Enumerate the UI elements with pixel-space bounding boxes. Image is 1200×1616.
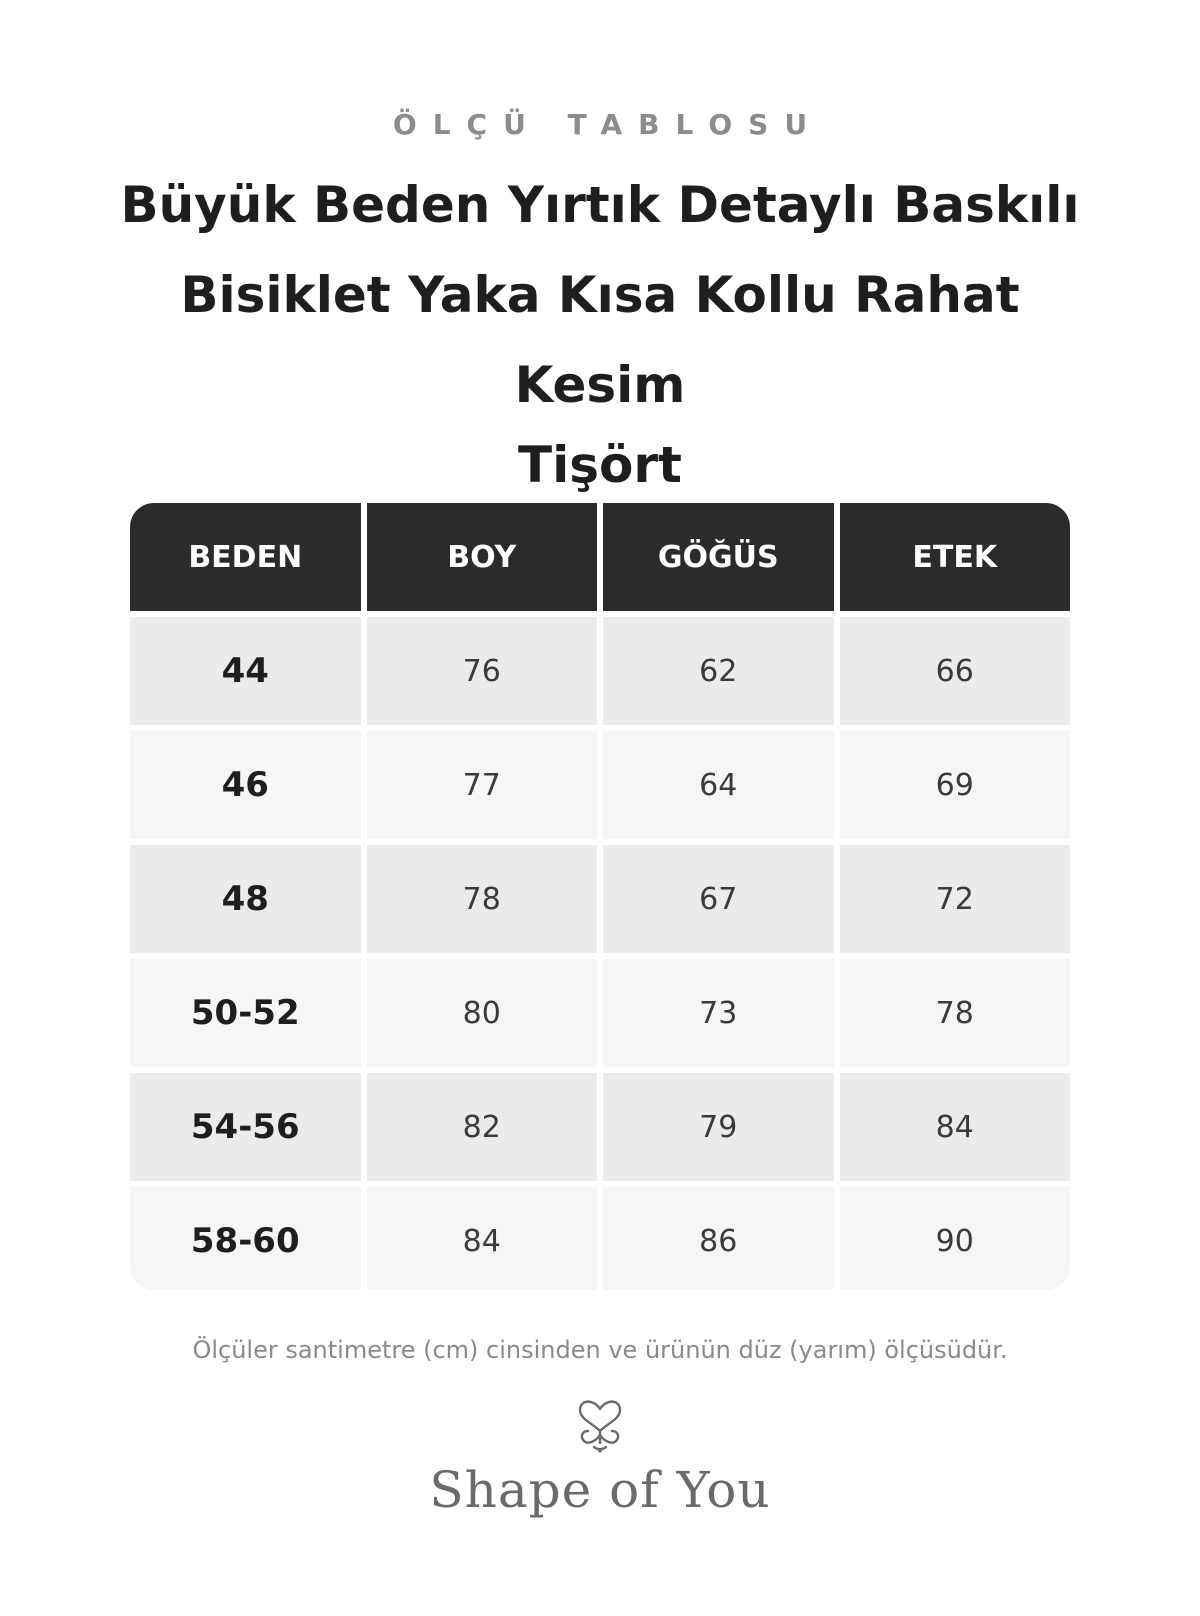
heart-ornament-icon [400,1395,800,1455]
boy-cell: 77 [367,731,598,839]
table-row [130,959,1070,1067]
boy-cell: 76 [367,617,598,725]
brand-logo [400,1395,800,1535]
size-cell: 44 [130,617,361,725]
gogus-cell: 64 [603,731,834,839]
gogus-cell: 62 [603,617,834,725]
column-header-gogus: GÖĞÜS [603,503,834,611]
title-line-3: Tişört [518,436,682,494]
section-eyebrow: ÖLÇÜ TABLOSU [392,108,824,141]
column-header-beden: BEDEN [130,503,361,611]
size-cell: 46 [130,731,361,839]
table-row [130,1073,1070,1181]
column-header-etek: ETEK [840,503,1071,611]
measurement-note: Ölçüler santimetre (cm) cinsinden ve ürünün düz (yarım) ölçüsüdür. [192,1336,1008,1364]
gogus-cell: 73 [603,959,834,1067]
boy-cell: 80 [367,959,598,1067]
size-table [130,503,1070,1290]
gogus-cell: 79 [603,1073,834,1181]
etek-cell: 69 [840,731,1071,839]
gogus-cell: 67 [603,845,834,953]
etek-cell: 84 [840,1073,1071,1181]
boy-cell: 82 [367,1073,598,1181]
title-line-2: Bisiklet Yaka Kısa Kollu Rahat Kesim [180,266,1020,414]
title-line-1: Büyük Beden Yırtık Detaylı Baskılı [120,176,1080,234]
etek-cell: 66 [840,617,1071,725]
size-table-container [130,503,1070,1290]
etek-cell: 78 [840,959,1071,1067]
size-cell: 48 [130,845,361,953]
size-cell: 54-56 [130,1073,361,1181]
column-header-boy: BOY [367,503,598,611]
etek-cell: 72 [840,845,1071,953]
table-row [130,1187,1070,1290]
product-title [100,160,1100,500]
table-row [130,617,1070,725]
table-header-row [130,503,1070,611]
size-cell: 50-52 [130,959,361,1067]
table-row [130,731,1070,839]
etek-cell: 90 [840,1187,1071,1290]
table-row [130,845,1070,953]
brand-name: Shape of You [429,1461,771,1519]
boy-cell: 84 [367,1187,598,1290]
size-cell: 58-60 [130,1187,361,1290]
gogus-cell: 86 [603,1187,834,1290]
boy-cell: 78 [367,845,598,953]
